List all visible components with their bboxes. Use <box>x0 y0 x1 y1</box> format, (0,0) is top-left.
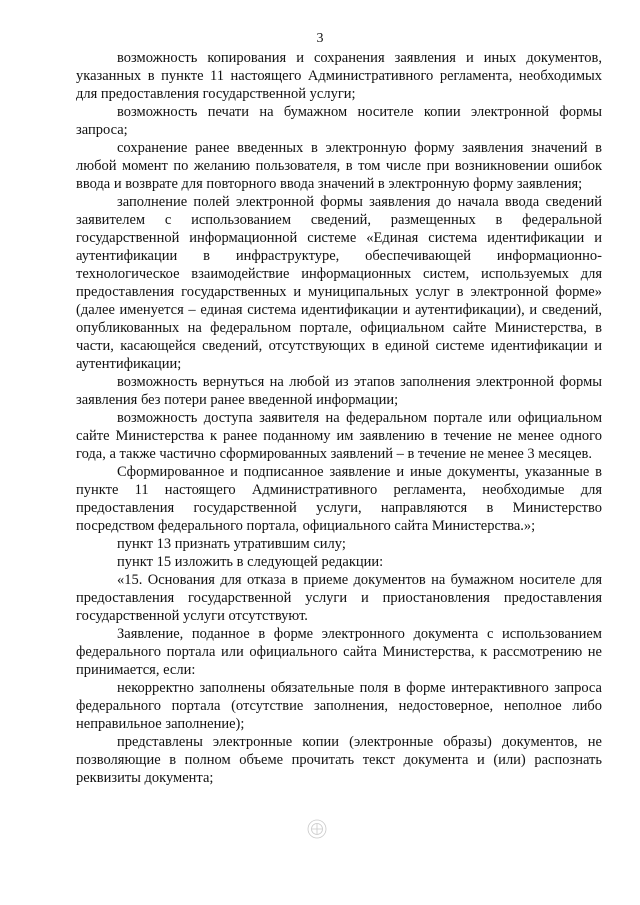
paragraph: возможность печати на бумажном носителе копии электронной формы запроса; <box>76 104 602 138</box>
paragraph: Заявление, поданное в форме электронного документа с использованием федерального портала или официального сайта Министерства, к рассмотрению не принимается, если: <box>76 626 602 678</box>
paragraph: пункт 15 изложить в следующей редакции: <box>117 554 384 570</box>
paragraph: сохранение ранее введенных в электронную форму заявления значений в любой момент по желанию пользователя, в том числе при возникновении ошибок ввода и возврате для повторного ввода значений в электронную форму заявления; <box>76 140 602 192</box>
paragraph: некорректно заполнены обязательные поля в форме интерактивного запроса федерального портала (отсутствие заполнения, недостоверное, неполное либо неправильное заполнение); <box>76 680 602 732</box>
paragraph: возможность вернуться на любой из этапов заполнения электронной формы заявления без потери ранее введенной информации; <box>76 374 602 408</box>
paragraph: пункт 13 признать утратившим силу; <box>117 536 346 552</box>
paragraph: «15. Основания для отказа в приеме документов на бумажном носителе для предоставления государственной услуги и приостановления предоставления государственной услуги отсутствуют. <box>76 572 602 624</box>
paragraph: представлены электронные копии (электронные образы) документов, не позволяющие в полном объеме прочитать текст документа и (или) распознать реквизиты документа; <box>76 734 602 786</box>
paragraph: Сформированное и подписанное заявление и иные документы, указанные в пункте 11 настоящего Административного регламента, необходимые для предоставления государственной услуги, направляются в Министерство посредством федерального портала, официального сайта Министерства.»; <box>76 464 602 534</box>
page-number: 3 <box>316 31 324 46</box>
paragraph: возможность копирования и сохранения заявления и иных документов, указанных в пункте 11 настоящего Административного регламента, необходимых для предоставления государственной услуги; <box>76 50 602 102</box>
document-body <box>76 49 602 787</box>
paragraph: заполнение полей электронной формы заявления до начала ввода сведений заявителем с использованием сведений, размещенных в федеральной государственной информационной системе «Единая система идентификации и аутентификации в инфраструктуре, обеспечивающей информационно-технологическое взаимодействие информационных систем, используемых для предоставления государственных и муниципальных услуг в электронной форме» (далее именуется – единая система идентификации и аутентификации), и сведений, опубликованных на федеральном портале, официальном сайте Министерства, в части, касающейся сведений, отсутствующих в единой системе идентификации и аутентификации; <box>76 194 602 372</box>
paragraph: возможность доступа заявителя на федеральном портале или официальном сайте Министерства к ранее поданному им заявлению в течение не менее одного года, а также частично сформированных заявлений – в течение не менее 3 месяцев. <box>76 410 602 462</box>
faint-seal-icon <box>305 818 329 840</box>
